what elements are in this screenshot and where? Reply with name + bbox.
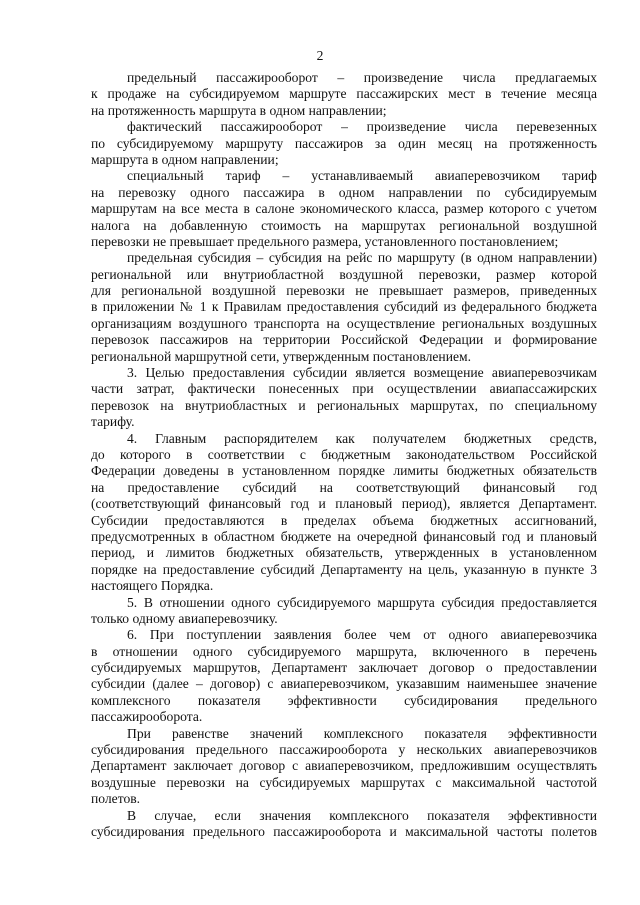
text-line: субсидии (далее – договор) с авиаперевозчиком, указавшим наименьшее значение [91, 676, 597, 692]
text-line: для региональной воздушной перевозки не превышает размеров, приведенных [91, 283, 597, 299]
text-line: налога на добавленную стоимость на маршрутах региональной воздушной [91, 217, 597, 233]
text-line: предусмотренных в областном бюджете на очередной финансовый год и плановый [91, 528, 597, 544]
text-line: Субсидии предоставляются в пределах объема бюджетных ассигнований, [91, 512, 597, 528]
text-line: период, и лимитов бюджетных обязательств, утвержденных в установленном [91, 545, 597, 561]
paragraph [91, 250, 597, 365]
text-line: комплексного показателя эффективности субсидирования предельного [91, 692, 597, 708]
text-line: пассажирооборота. [91, 709, 203, 725]
text-line: в отношении одного субсидируемого маршрута, включенного в перечень [91, 643, 597, 659]
text-line: организациям воздушного транспорта на осуществление региональных воздушных [91, 315, 597, 331]
page-number: 2 [316, 48, 324, 63]
text-line: воздушные перевозки на субсидируемых маршрутах с максимальной частотой [91, 774, 597, 790]
paragraph [91, 627, 597, 725]
text-line: на протяженность маршрута в одном направлении; [91, 102, 387, 118]
text-line: части затрат, фактически понесенных при осуществлении авиапассажирских [91, 381, 597, 397]
paragraph [91, 365, 597, 431]
paragraph [91, 431, 597, 595]
text-line: перевозки не превышает предельного размера, установленного постановлением; [91, 233, 559, 249]
paragraph [91, 595, 597, 628]
text-line: тарифу. [91, 414, 135, 430]
text-line: перевозок пассажиров на территории Российской Федерации и формирование [91, 332, 597, 348]
text-line: предельная субсидия – субсидия на рейс по маршруту (в одном направлении) [127, 250, 597, 266]
text-line: региональной или внутриобластной воздушной перевозки, размер которой [91, 266, 597, 282]
text-line: фактический пассажирооборот – произведение числа перевезенных [127, 119, 597, 135]
text-line: маршрутам на все места в салоне экономического класса, размер которого с учетом [91, 201, 597, 217]
text-line: к продаже на субсидируемом маршруте пассажирских мест в течение месяца [91, 86, 597, 102]
text-line: до которого в соответствии с бюджетным законодательством Российской [91, 446, 597, 462]
text-line: предельный пассажирооборот – произведение числа предлагаемых [127, 70, 597, 85]
paragraph [91, 808, 597, 841]
text-line: только одному авиаперевозчику. [91, 610, 278, 626]
text-line: специальный тариф – устанавливаемый авиаперевозчиком тариф [127, 168, 597, 184]
text-line: на предоставление субсидий на соответствующий финансовый год [91, 479, 597, 495]
text-line: В случае, если значения комплексного показателя эффективности [127, 807, 597, 823]
text-line: на перевозку одного пассажира в одном направлении по субсидируемым [91, 184, 597, 200]
paragraph [91, 70, 597, 119]
text-line: субсидируемых маршрутов, Департамент заключает договор о предоставлении [91, 660, 597, 676]
text-line: в приложении № 1 к Правилам предоставления субсидий из федерального бюджета [91, 299, 597, 315]
text-line: 3. Целью предоставления субсидии является возмещение авиаперевозчикам [127, 365, 597, 381]
paragraph [91, 119, 597, 168]
text-line: субсидирования предельного пассажирооборота и максимальной частоты полетов [91, 823, 597, 839]
text-line: полетов. [91, 791, 141, 807]
text-line: 6. При поступлении заявления более чем от одного авиаперевозчика [127, 627, 597, 643]
document-body [91, 70, 597, 840]
text-line: 4. Главным распорядителем как получателем бюджетных средств, [127, 430, 597, 446]
text-line: Федерации доведены в установленном порядке лимиты бюджетных обязательств [91, 463, 597, 479]
text-line: региональной маршрутной сети, утвержденным постановлением. [91, 348, 472, 364]
text-line: настоящего Порядка. [91, 578, 214, 594]
paragraph [91, 726, 597, 808]
text-line: порядке на предоставление субсидий Департаменту на цель, указанную в пункте 3 [91, 561, 597, 577]
text-line: маршрута в одном направлении; [91, 151, 279, 167]
text-line: (соответствующий финансовый год и плановый период), является Департамент. [91, 496, 597, 512]
text-line: Департамент заключает договор с авиаперевозчиком, предложившим осуществлять [91, 758, 597, 774]
text-line: перевозок на внутриобластных и региональных маршрутах, по специальному [91, 397, 597, 413]
text-line: по субсидируемому маршруту пассажиров за один месяц на протяженность [91, 135, 597, 151]
text-line: субсидирования предельного пассажирооборота у нескольких авиаперевозчиков [91, 742, 597, 758]
text-line: При равенстве значений комплексного показателя эффективности [127, 725, 597, 741]
text-line: 5. В отношении одного субсидируемого маршрута субсидия предоставляется [127, 594, 597, 610]
paragraph [91, 168, 597, 250]
